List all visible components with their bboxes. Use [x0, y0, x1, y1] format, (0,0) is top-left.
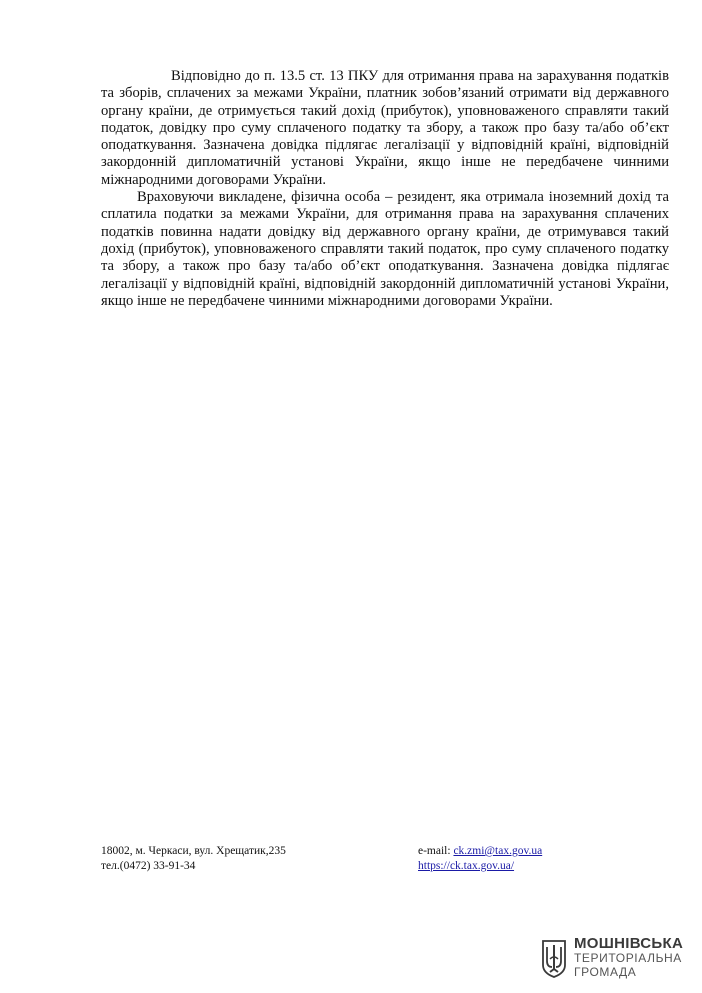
- document-body: [101, 68, 669, 310]
- community-logo: [540, 937, 690, 983]
- footer-email-link[interactable]: ck.zmi@tax.gov.ua: [453, 845, 543, 857]
- footer-contacts-left: [101, 844, 286, 874]
- logo-subtitle-line-2: ГРОМАДА: [574, 965, 637, 979]
- paragraph-conclusion: Враховуючи викладене, фізична особа – резидент, яка отримала іноземний дохід та сплатила податки за межами України, для отримання права на зарахування сплачених податків повинна надати довідку від державного органу країни, де отримувався такий дохід (прибуток), уповноваженого справляти такий податок, про суму сплаченого податку та збору, а також про базу та/або об’єкт оподаткування. Зазначена довідка підлягає легалізації у відповідній країні, відповідній закордонній дипломатичній установі України, якщо інше не передбачене чинними міжнародними договорами України.: [101, 189, 669, 309]
- footer-email-line: [418, 844, 542, 859]
- footer-contacts-right: [418, 844, 542, 874]
- logo-text: [574, 937, 683, 979]
- logo-subtitle-line-1: ТЕРИТОРІАЛЬНА: [574, 951, 682, 965]
- footer-phone: тел.(0472) 33-91-34: [101, 860, 196, 872]
- trident-emblem-icon: [540, 939, 568, 979]
- footer-address: 18002, м. Черкаси, вул. Хрещатик,235: [101, 845, 286, 857]
- logo-title: МОШНІВСЬКА: [574, 935, 684, 952]
- footer-website-link[interactable]: https://ck.tax.gov.ua/: [418, 860, 515, 872]
- footer-email-label: e-mail:: [418, 845, 454, 857]
- paragraph-tax-credit-rule: Відповідно до п. 13.5 ст. 13 ПКУ для отримання права на зарахування податків та зборів, сплачених за межами України, платник зобов’язаний отримати від державного органу країни, де отримується такий дохід (прибуток), уповноваженого справляти такий податок, довідку про суму сплаченого податку та збору, а також про базу та/або об’єкт оподаткування. Зазначена довідка підлягає легалізації у відповідній країні, відповідній закордонній дипломатичній установі України, якщо інше не передбачене чинними міжнародними договорами України.: [101, 68, 669, 188]
- footer-website-line: [418, 859, 542, 874]
